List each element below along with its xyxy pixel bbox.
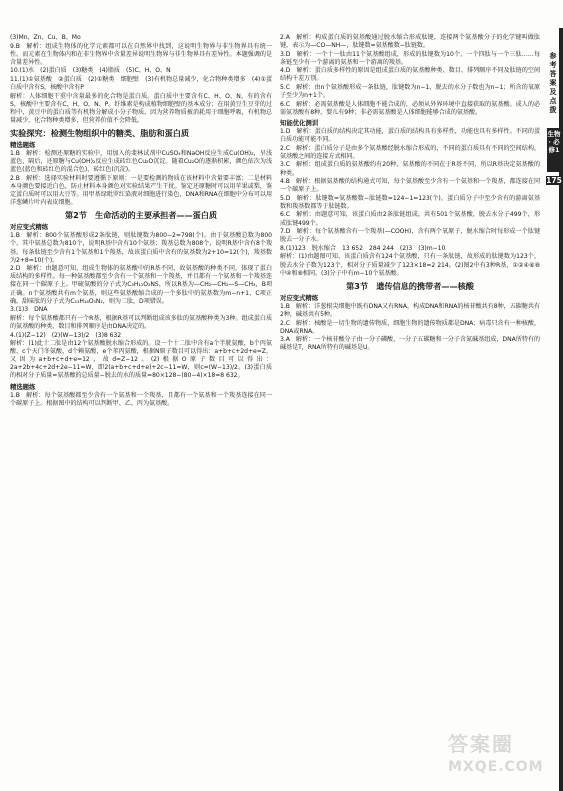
- answer-paragraph: 1.B 解析：检测还原糖的实验中，用加入的斐林试剂中CuSO₄和NaOH反应生成Cu(OH)₂，呈浅蓝色，隔后，还原糖与Cu(OH)₂反应生成砖红色Cu₂O沉淀。随着Cu₂O的逐渐积累，颜色依次为浅蓝色(蓝色和砖红色的混合色)、砖红色(沉淀)。: [10, 150, 272, 174]
- section-heading: 第3节 遗传信息的携带者——核酸: [346, 280, 474, 291]
- watermark-text: 答案圈: [448, 732, 514, 756]
- answer-paragraph: 9.B 解析：组成生物体的化学元素都可以在自然界中找到，这说明生物界与非生物界具有统一性。而元素在生物体内和在非生物界中含量差异说明生物界与非生物界具有差异性。本题强调的是含量差异性。: [10, 42, 272, 66]
- answer-paragraph: 3.C 解析：组成蛋白质的氨基酸约有20种，氨基酸的不同在于R基不同，所以R基决定氨基酸的种类。: [280, 161, 540, 177]
- answer-paragraph: 8.(1)123 脱水缩合 13 652 284 244 (2)3 (3)m−10: [280, 244, 446, 252]
- answer-paragraph: 1.B 解析：每个氨基酸都至少含有一个氨基和一个羧基，且都有一个氨基和一个羧基连接在同一个碳原子上。根据图中的结构可以判断甲、乙、丙为氨基酸。: [10, 391, 272, 407]
- sidebar-tab: 生物 · 必修1: [547, 128, 561, 172]
- answer-paragraph: 10.(1)水 (2)蛋白质 (3)糖类 (4)脂质 (5)C、H、O、N: [10, 67, 171, 75]
- answer-paragraph: 2.A 解析：构成蛋白质的氨基酸通过脱水缩合形成肽键，连接两个氨基酸分子的化学键叫做肽键，表示为—CO—NH—，肽键数=氨基酸数−肽链数。: [280, 34, 540, 50]
- subsection-heading: 知能优化测训: [280, 118, 319, 127]
- answer-paragraph: 4.(1)(Z−12) (2)(W−13)/2 (3)8 632: [10, 331, 122, 339]
- answer-paragraph: 4.B 解析：根据氨基酸的结构通式可知，每个氨基酸至少含有一个氨基和一个羧基，都连接在同一个碳原子上。: [280, 178, 540, 194]
- answer-paragraph: (3)Mn、Zn、Cu、B、Mo: [10, 34, 81, 41]
- subsection-heading: 精选题练: [10, 141, 36, 150]
- section-heading: 实验探究：检测生物组织中的糖类、脂肪和蛋白质: [10, 128, 190, 139]
- side-margin: [545, 28, 563, 791]
- watermark-url: MXQE.COM: [448, 759, 544, 775]
- answer-paragraph: 4.D 解析：蛋白质多样性的原因是组成蛋白质的氨基酸种类、数目、排列顺序不同及肽链的空间结构千差万别。: [280, 67, 540, 83]
- answer-paragraph: 2.C 解析：蛋白质分子是由多个氨基酸经脱水缩合形成的，不同的蛋白质具有不同的空间结构，氨基酸之间的连接方式相同。: [280, 144, 540, 160]
- left-column: [10, 34, 272, 408]
- answer-paragraph: 3.D 解析：一个十一肽由11个氨基酸组成，形成的肽键数为10个，一个四肽与一个三肽……每条链至少有一个游离的氨基和一个游离的羧基。: [280, 50, 540, 66]
- subsection-heading: 对应变式精练: [280, 293, 319, 302]
- answer-paragraph: 1.B 解析：800个氨基酸形成2条肽链，则肽键数为800−2=798(个)。由于氨基酸总数为800个，其中氨基总数为810个，说明R基中含有10个氨基；羧基总数为808个，说明R基中含有8个羧基。每条肽链至少含有1个氨基和1个羧基，故该蛋白质中含有的氨基数为2+10=12(个)，羧基数为2+8=10(个)。: [10, 232, 272, 264]
- answer-paragraph: 6.C 解析：由题意可知，该蛋白质由2条肽链组成，共有501个氨基酸，脱去水分子499个，形成肽键499个。: [280, 211, 540, 227]
- answer-paragraph: 2.C 解析：核酸是一切生物的遗传物质，细胞生物的遗传物质都是DNA；病毒只含有一种核酸，DNA或RNA。: [280, 319, 540, 335]
- answer-paragraph: 1.D 解析：蛋白质的结构决定其功能，蛋白质的结构具有多样性，功能也具有多样性。不同的蛋白质功能可能不同。: [280, 128, 540, 144]
- answer-paragraph: 6.C 解析：必需氨基酸是人体细胞不能合成的，必须从外界环境中直接获取的氨基酸。成人的必需氨基酸有8种，婴儿有9种；非必需氨基酸是人体细胞能够合成的氨基酸。: [280, 100, 540, 116]
- answer-paragraph: 5.D 解析：肽键数=氨基酸数−肽链数=124−1=123(个)，蛋白质分子中至少含有的游离氨基数和羧基数都等于肽链数。: [280, 194, 540, 210]
- page-number: 175: [546, 176, 562, 185]
- answer-paragraph: 2.B 解析：选择实验材料时要遵循下原则：一是要检测的物质在该材料中含量要丰富；二是材料本身颜色要接近白色，防止材料本身颜色对实验结果产生干扰。鉴定还原糖时可以用苹果或梨，鉴定蛋白质时可以用大豆等。用甲基绿吡罗红染液对细胞进行染色，DNA和RNA在细胞中分布可以用洋葱鳞片叶内表皮细胞。: [10, 174, 272, 207]
- answer-paragraph: 5.C 解析：由n个氨基酸形成一条肽链，肽键数为n−1，脱去的水分子数也为n−1；所含的氧原子至少为n+1个。: [280, 84, 540, 100]
- answer-paragraph: 解析：每个氨基酸都只有一个R基，根据R基可以判断组成该多肽的氨基酸种类为3种。组成蛋白质的氨基酸的种类、数目和排列顺序是由DNA决定的。: [10, 314, 272, 330]
- subsection-heading: 精选题练: [10, 382, 36, 391]
- answer-paragraph: 3.A 解析：一个核苷酸分子由一分子磷酸、一分子五碳糖和一分子含氮碱基组成，DNA所特有的碱基是T，RNA所特有的碱基是U。: [280, 336, 540, 352]
- subsection-heading: 对应变式精练: [10, 223, 49, 232]
- answer-paragraph: 2.D 解析：由题意可知，组成生物体的氨基酸中的R基不同，故氨基酸的种类不同，体现了蛋白质结构的多样性。每一种氨基酸都至少含有一个氨基和一个羧基，并且都有一个氨基和一个羧基连接在同一个碳原子上。甲硫氨酸的分子式为C₅H₁₁O₂NS，所以R基为—CH₂—CH₂—S—CH₃，B项正确。n个氨基酸共有m个氨基，则这些氨基酸缩合成的一个多肽中的氨基数为m−n+1，C项正确。甜味肽的分子式为C₁₃H₁₆O₅N₂，则为二肽，D项错误。: [10, 265, 272, 305]
- answer-paragraph: 1.B 解析：洋葱根尖细胞中既有DNA又有RNA，构成DNA和RNA的核苷酸共有8种，五碳糖共有2种，碱基共有5种。: [280, 302, 540, 318]
- watermark-logo: [448, 728, 558, 786]
- answer-paragraph: 解析：(1)由题图可知，该蛋白质含有124个氨基酸，只有一条肽链，故形成的肽键数为123个，脱去水分子数为123个，相对分子质量减少了123×18=2 214。(2)图2中有3种R基，①②④⑥⑧中④和⑧相同。(3)分子中有m−10个氨基酸。: [280, 253, 540, 277]
- sidebar-title: 参考答案及点拨: [549, 52, 557, 114]
- section-heading: 第2节 生命活动的主要承担者——蛋白质: [64, 210, 218, 221]
- right-column: [280, 34, 540, 353]
- answer-paragraph: 11.(1)①氨基酸 ②蛋白质 (2)①糖类 细胞壁 (3)有机物总量减少，化合物种类增多 (4)①蛋白质中含有S，核酸中含有P: [10, 75, 272, 92]
- answer-paragraph: 解析：人体细胞干重中含量最多的化合物是蛋白质。蛋白质中主要含有C、H、O、N，有的含有S，核酸中主要含有C、H、O、N、P。纤维素是构成植物细胞壁的基本成分；在用黄豆生豆芽的过程中，黄豆中的蛋白质等有机物分解成小分子物质，因为营养物质被消耗用于细胞呼吸，有机物总量减少，化合物种类增多，但营养价值不会降低。: [10, 92, 272, 124]
- answer-paragraph: 解析：(1)此十二肽是由12个氨基酸脱水缩合形成的。设一个十二肽中含有a个半胱氨酸，b个丙氨酸，c个天门冬氨酸，d个赖氨酸，e个苯丙氨酸，根据N原子数目可以得出：a+b+c+2d+e=Z，又因为a+b+c+d+e=12，故d=Z−12。(2)根据O原子数目可以得出：2a+2b+4c+2d+2e−11=W，即2(a+b+c+d+e)+2c−11=W，则c=(W−13)/2。(3)蛋白质的相对分子质量=氨基酸的总质量−脱去的水的质量=80×128−(80−4)×18=8 632。: [10, 340, 272, 380]
- answer-paragraph: 3.(1)3 DNA: [10, 306, 48, 314]
- answer-paragraph: 7.D 解析：每个氨基酸含有一个羧基(—COOH)，含有两个氧原子，脱水缩合时每形成一个肽键脱去一分子水。: [280, 228, 540, 244]
